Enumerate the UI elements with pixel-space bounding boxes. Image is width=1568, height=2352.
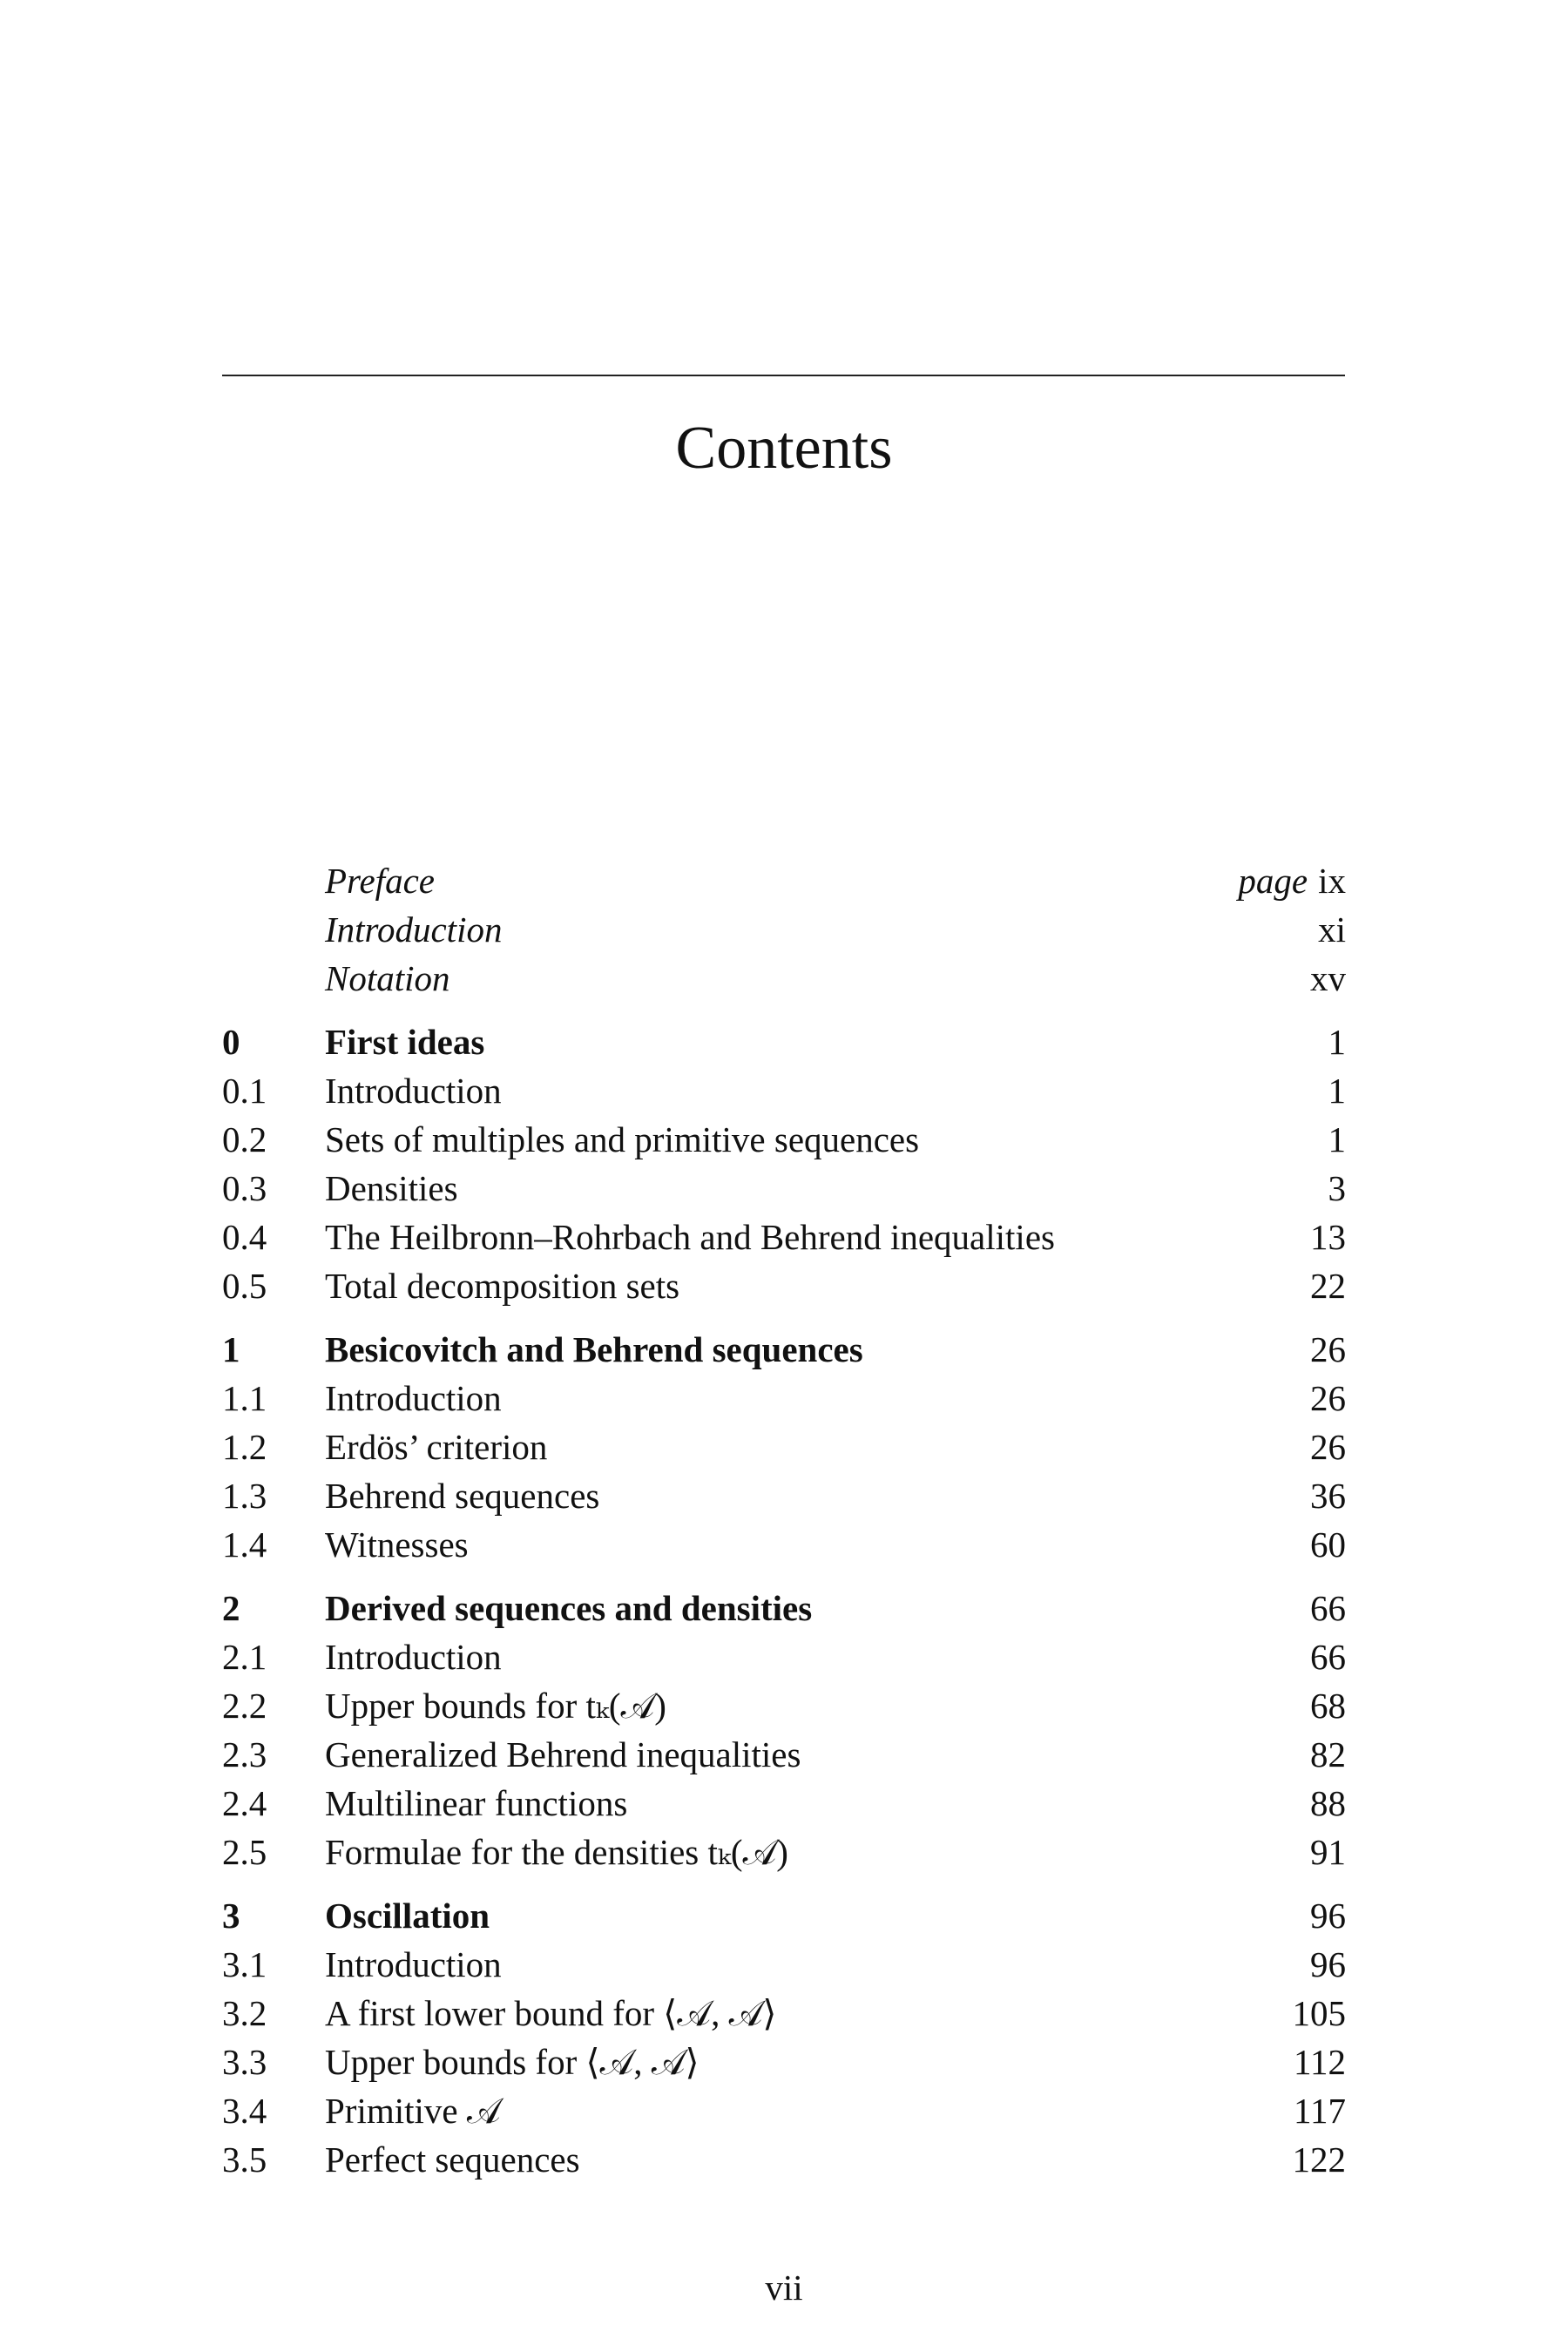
section-title: Densities	[325, 1168, 458, 1208]
section-title: Generalized Behrend inequalities	[325, 1734, 801, 1774]
chapter-title: Oscillation	[325, 1896, 490, 1936]
section-title: Multilinear functions	[325, 1783, 628, 1823]
section-title: Introduction	[325, 1378, 502, 1418]
toc-chapter-2[interactable]	[222, 1584, 1346, 1632]
toc-chapter-1[interactable]	[222, 1325, 1346, 1374]
section-number: 3.3	[222, 2042, 267, 2082]
toc-section-2-1[interactable]	[222, 1632, 1346, 1681]
chapter-number: 1	[222, 1329, 240, 1369]
toc-section-2-3[interactable]	[222, 1730, 1346, 1779]
toc-section-3-5[interactable]	[222, 2135, 1346, 2184]
section-page: 3	[1328, 1168, 1346, 1208]
page-label: page	[1238, 861, 1308, 901]
chapter-number: 2	[222, 1588, 240, 1628]
section-number: 2.5	[222, 1832, 267, 1872]
section-page: 88	[1310, 1783, 1346, 1823]
toc-section-2-5[interactable]	[222, 1828, 1346, 1876]
toc-section-2-4[interactable]	[222, 1779, 1346, 1828]
toc-section-1-1[interactable]	[222, 1374, 1346, 1423]
chapter-title: Besicovitch and Behrend sequences	[325, 1329, 863, 1369]
section-page: 96	[1310, 1944, 1346, 1984]
section-page: 60	[1310, 1524, 1346, 1565]
chapter-page: 66	[1310, 1588, 1346, 1628]
section-page: 117	[1294, 2091, 1346, 2131]
section-number: 0.3	[222, 1168, 267, 1208]
section-title: Formulae for the densities tₖ(𝒜)	[325, 1832, 788, 1872]
section-number: 0.1	[222, 1071, 267, 1111]
section-page: 1	[1328, 1119, 1346, 1159]
toc-section-3-4[interactable]	[222, 2086, 1346, 2135]
toc-section-3-3[interactable]	[222, 2038, 1346, 2086]
section-page: 26	[1310, 1427, 1346, 1467]
section-number: 1.3	[222, 1476, 267, 1516]
section-title: Behrend sequences	[325, 1476, 600, 1516]
section-title: A first lower bound for ⟨𝒜, 𝒜⟩	[325, 1993, 777, 2033]
entry-page: xi	[1318, 909, 1346, 950]
toc-entry-preface[interactable]	[222, 856, 1346, 905]
page-number: ix	[1318, 861, 1346, 901]
section-page: 26	[1310, 1378, 1346, 1418]
section-title: Introduction	[325, 1071, 502, 1111]
toc-section-3-1[interactable]	[222, 1940, 1346, 1989]
toc-entry-introduction[interactable]	[222, 905, 1346, 954]
entry-title: Introduction	[325, 909, 503, 950]
section-number: 0.4	[222, 1217, 267, 1257]
chapter-page: 1	[1328, 1022, 1346, 1062]
toc-entry-notation[interactable]	[222, 954, 1346, 1003]
section-title: Total decomposition sets	[325, 1266, 680, 1306]
top-rule	[222, 375, 1345, 376]
section-page: 13	[1310, 1217, 1346, 1257]
section-number: 1.1	[222, 1378, 267, 1418]
section-page: 112	[1294, 2042, 1346, 2082]
toc-section-1-4[interactable]	[222, 1520, 1346, 1569]
section-page: 91	[1310, 1832, 1346, 1872]
entry-title: Notation	[325, 958, 450, 998]
toc-section-3-2[interactable]	[222, 1989, 1346, 2038]
section-page: 66	[1310, 1637, 1346, 1677]
table-of-contents	[222, 856, 1346, 2184]
section-page: 1	[1328, 1071, 1346, 1111]
toc-chapter-3[interactable]	[222, 1891, 1346, 1940]
section-title: Introduction	[325, 1637, 502, 1677]
toc-chapter-0[interactable]	[222, 1017, 1346, 1066]
section-number: 2.2	[222, 1686, 267, 1726]
entry-page	[1238, 856, 1346, 905]
section-page: 105	[1292, 1993, 1346, 2033]
section-number: 2.4	[222, 1783, 267, 1823]
section-title: Perfect sequences	[325, 2139, 580, 2180]
section-number: 1.4	[222, 1524, 267, 1565]
section-title: Introduction	[325, 1944, 502, 1984]
section-number: 0.5	[222, 1266, 267, 1306]
toc-section-0-2[interactable]	[222, 1115, 1346, 1164]
section-title: Upper bounds for tₖ(𝒜)	[325, 1686, 666, 1726]
toc-section-0-1[interactable]	[222, 1066, 1346, 1115]
section-title: Witnesses	[325, 1524, 469, 1565]
section-number: 1.2	[222, 1427, 267, 1467]
chapter-number: 0	[222, 1022, 240, 1062]
page-folio: vii	[765, 2268, 803, 2308]
toc-section-1-3[interactable]	[222, 1471, 1346, 1520]
section-number: 3.4	[222, 2091, 267, 2131]
section-title: Upper bounds for ⟨𝒜, 𝒜⟩	[325, 2042, 700, 2082]
toc-section-0-5[interactable]	[222, 1261, 1346, 1310]
chapter-title: First ideas	[325, 1022, 485, 1062]
entry-title: Preface	[325, 861, 435, 901]
entry-page: xv	[1310, 958, 1346, 998]
section-page: 82	[1310, 1734, 1346, 1774]
chapter-number: 3	[222, 1896, 240, 1936]
chapter-page: 26	[1310, 1329, 1346, 1369]
section-title: The Heilbronn–Rohrbach and Behrend inequalities	[325, 1217, 1055, 1257]
section-page: 36	[1310, 1476, 1346, 1516]
section-page: 22	[1310, 1266, 1346, 1306]
section-number: 2.1	[222, 1637, 267, 1677]
section-number: 3.1	[222, 1944, 267, 1984]
section-page: 122	[1292, 2139, 1346, 2180]
section-title: Erdös’ criterion	[325, 1427, 548, 1467]
toc-section-1-2[interactable]	[222, 1423, 1346, 1471]
toc-section-2-2[interactable]	[222, 1681, 1346, 1730]
page-title: Contents	[675, 415, 893, 482]
section-number: 0.2	[222, 1119, 267, 1159]
section-title: Primitive 𝒜	[325, 2091, 501, 2131]
section-number: 2.3	[222, 1734, 267, 1774]
section-number: 3.5	[222, 2139, 267, 2180]
section-page: 68	[1310, 1686, 1346, 1726]
section-number: 3.2	[222, 1993, 267, 2033]
toc-section-0-4[interactable]	[222, 1213, 1346, 1261]
section-title: Sets of multiples and primitive sequences	[325, 1119, 920, 1159]
toc-section-0-3[interactable]	[222, 1164, 1346, 1213]
chapter-title: Derived sequences and densities	[325, 1588, 813, 1628]
chapter-page: 96	[1310, 1896, 1346, 1936]
